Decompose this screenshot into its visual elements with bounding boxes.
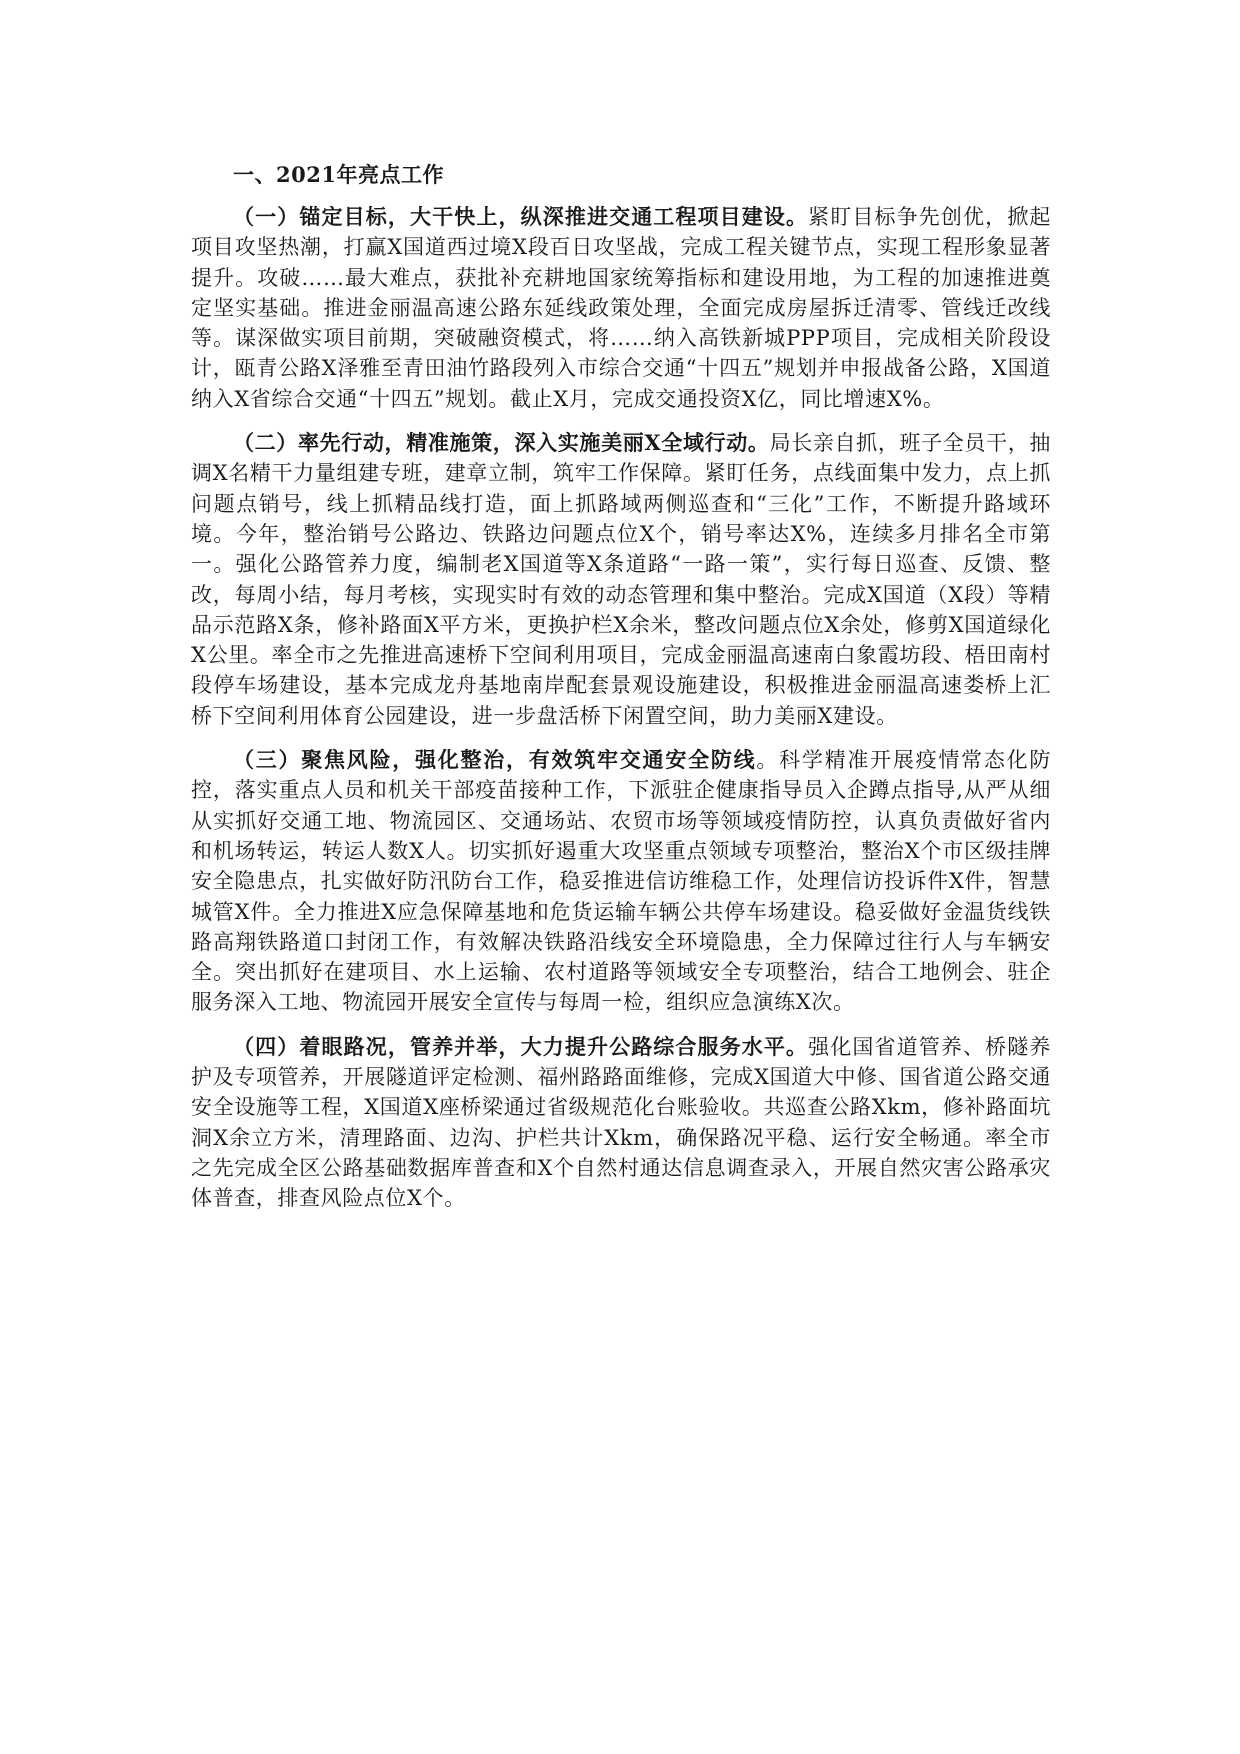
paragraph-road-maintenance — [191, 1032, 1051, 1214]
section-heading: 一、2021年亮点工作 — [233, 162, 444, 187]
paragraph-body: 紧盯目标争先创优，掀起项目攻坚热潮，打赢X国道西过境X段百日攻坚战，完成工程关键节点，实现工程形象显著提升。攻破……最大难点，获批补充耕地国家统筹指标和建设用地，为工程的加速推进奠定坚实基础。推进金丽温高速公路东延线政策处理，全面完成房屋拆迁清零、管线迁改线等。谋深做实项目前期，突破融资模式，将……纳入高铁新城PPP项目，完成相关阶段设计，瓯青公路X泽雅至青田油竹路段列入市综合交通“十四五”规划并申报战备公路，X国道纳入X省综合交通“十四五”规划。截止X月，完成交通投资X亿，同比增速X%。 — [191, 205, 1051, 411]
paragraph-lead: （二）率先行动，精准施策，深入实施美丽X全域行动。 — [233, 430, 770, 456]
paragraph-body: 局长亲自抓，班子全员干，抽调X名精干力量组建专班，建章立制，筑牢工作保障。紧盯任务，点线面集中发力，点上抓问题点销号，线上抓精品线打造，面上抓路域两侧巡查和“三化”工作，不断提升路域环境。今年，整治销号公路边、铁路边问题点位X个，销号率达X%，连续多月排名全市第一。强化公路管养力度，编制老X国道等X条道路“一路一策”，实行每日巡查、反馈、整改，每周小结，每月考核，实现实时有效的动态管理和集中整治。完成X国道（X段）等精品示范路X条，修补路面X平方米，更换护栏X余米，整改问题点位X余处，修剪X国道绿化X公里。率全市之先推进高速桥下空间利用项目，完成金丽温高速南白象霞坊段、梧田南村段停车场建设，基本完成龙舟基地南岸配套景观设施建设，积极推进金丽温高速娄桥上汇桥下空间利用体育公园建设，进一步盘活桥下闲置空间，助力美丽X建设。 — [191, 431, 1051, 728]
paragraph-body: 强化国省道管养、桥隧养护及专项管养，开展隧道评定检测、福州路路面维修，完成X国道大中修、国省道公路交通安全设施等工程，X国道X座桥梁通过省级规范化台账验收。共巡查公路Xkm，修补路面坑洞X余立方米，清理路面、边沟、护栏共计Xkm，确保路况平稳、运行安全畅通。率全市之先完成全区公路基础数据库普查和X个自然村通达信息调查录入，开展自然灾害公路承灾体普查，排查风险点位X个。 — [191, 1034, 1051, 1211]
paragraph-lead: （四）着眼路况，管养并举，大力提升公路综合服务水平。 — [233, 1033, 809, 1059]
paragraph-beautiful-action — [191, 428, 1051, 731]
paragraph-safety — [191, 745, 1051, 1018]
paragraph-body: 。科学精准开展疫情常态化防控，落实重点人员和机关干部疫苗接种工作，下派驻企健康指导员入企蹲点指导,从严从细从实抓好交通工地、物流园区、交通场站、农贸市场等领域疫情防控，认真负责做好省内和机场转运，转运人数X人。切实抓好遏重大攻坚重点领域专项整治，整治X个市区级挂牌安全隐患点，扎实做好防汛防台工作，稳妥推进信访维稳工作，处理信访投诉件X件，智慧城管X件。全力推进X应急保障基地和危货运输车辆公共停车场建设。稳妥做好金温货线铁路高翔铁路道口封闭工作，有效解决铁路沿线安全环境隐患，全力保障过往行人与车辆安全。突出抓好在建项目、水上运输、农村道路等领域安全专项整治，结合工地例会、驻企服务深入工地、物流园开展安全宣传与每周一检，组织应急演练X次。 — [191, 748, 1051, 1015]
paragraph-lead: （一）锚定目标，大干快上，纵深推进交通工程项目建设。 — [233, 204, 809, 229]
document-page — [191, 160, 1051, 1228]
paragraph-lead: （三）聚焦风险，强化整治，有效筑牢交通安全防线 — [233, 747, 757, 773]
paragraph-project-construction — [191, 202, 1051, 414]
